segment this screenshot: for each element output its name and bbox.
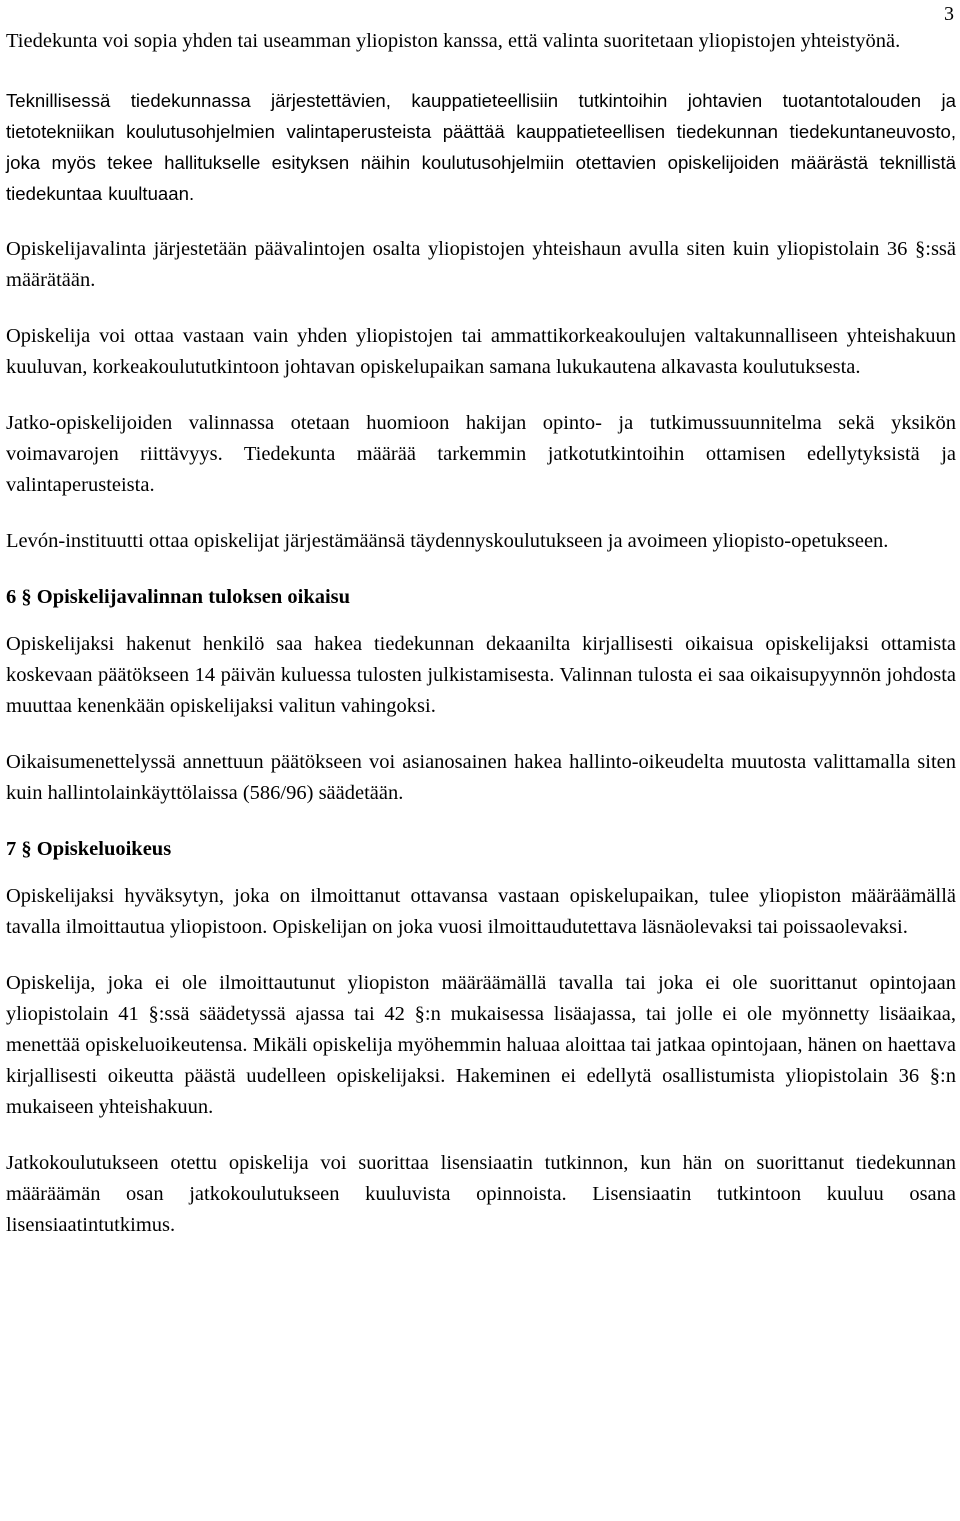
- paragraph-joint-application: Opiskelijavalinta järjestetään päävalintojen osalta yliopistojen yhteishaun avulla siten kuin yliopistolain 36 §:ssä määrätään.: [6, 238, 956, 291]
- section-7-paragraph-2: Opiskelija, joka ei ole ilmoittautunut yliopiston määräämällä tavalla tai joka ei ole suorittanut opintojaan yliopistolain 41 §:ssä säädetyssä ajassa tai 42 §:n mukaisessa lisäajassa, tai jolle ei ole myönnetty lisäaikaa, menettää opiskeluoikeutensa. Mikäli opiskelija myöhemmin haluaa aloittaa tai jatkaa opintojaan, hänen on haettava kirjallisesti oikeutta päästä uudelleen opiskelijaksi. Hakeminen ei edellytä osallistumista yliopistolain 36 §:n mukaiseen yhteishakuun.: [6, 972, 956, 1118]
- section-7-paragraph-1: Opiskelijaksi hyväksytyn, joka on ilmoittanut ottavansa vastaan opiskelupaikan, tulee yliopiston määräämällä tavalla ilmoittautua yliopistoon. Opiskelijan on joka vuosi ilmoittaudutettava läsnäolevaksi tai poissaolevaksi.: [6, 885, 956, 938]
- paragraph-postgraduate: Jatko-opiskelijoiden valinnassa otetaan huomioon hakijan opinto- ja tutkimussuunnitelma sekä yksikön voimavarojen riittävyys. Tiedekunta määrää tarkemmin jatkotutkintoihin ottamisen edellytyksistä ja valintaperusteista.: [6, 412, 956, 496]
- page-number: 3: [944, 3, 954, 25]
- section-6-heading: 6 § Opiskelijavalinnan tuloksen oikaisu: [6, 586, 351, 608]
- document-page: [6, 3, 956, 1266]
- section-6-paragraph-2: Oikaisumenettelyssä annettuun päätökseen voi asianosainen hakea hallinto-oikeudelta muutosta valittamalla siten kuin hallintolainkäyttölaissa (586/96) säädetään.: [6, 751, 956, 804]
- section-7-heading: 7 § Opiskeluoikeus: [6, 838, 172, 860]
- section-6-paragraph-1: Opiskelijaksi hakenut henkilö saa hakea tiedekunnan dekaanilta kirjallisesti oikaisua opiskelijaksi ottamista koskevaan päätökseen 14 päivän kuluessa tulosten julkistamisesta. Valinnan tulosta ei saa oikaisupyynnön johdosta muuttaa kenenkään opiskelijaksi valitun vahingoksi.: [6, 633, 956, 717]
- technical-faculty-paragraph: Teknillisessä tiedekunnassa järjestettävien, kauppatieteellisiin tutkintoihin johtavien tuotantotalouden ja tietotekniikan koulutusohjelmien valintaperusteista päättää kauppatieteellisen tiedekunnan tiedekuntaneuvosto, joka myös tekee hallitukselle esityksen näihin koulutusohjelmiin otettavien opiskelijoiden määrästä teknillistä tiedekuntaa kuultuaan.: [6, 90, 956, 204]
- section-7-paragraph-3: Jatkokoulutukseen otettu opiskelija voi suorittaa lisensiaatin tutkinnon, kun hän on suorittanut tiedekunnan määräämän osan jatkokoulutukseen kuuluvista opinnoista. Lisensiaatin tutkintoon kuuluu osana lisensiaatintutkimus.: [6, 1152, 956, 1236]
- paragraph-single-place: Opiskelija voi ottaa vastaan vain yhden yliopistojen tai ammattikorkeakoulujen valtakunnalliseen yhteishakuun kuuluvan, korkeakoulututkintoon johtavan opiskelupaikan samana lukukautena alkavasta koulutuksesta.: [6, 325, 956, 378]
- paragraph-levon-institute: Levón-instituutti ottaa opiskelijat järjestämäänsä täydennyskoulutukseen ja avoimeen yliopisto-opetukseen.: [6, 530, 889, 552]
- intro-paragraph: Tiedekunta voi sopia yhden tai useamman yliopiston kanssa, että valinta suoritetaan yliopistojen yhteistyönä.: [6, 30, 901, 52]
